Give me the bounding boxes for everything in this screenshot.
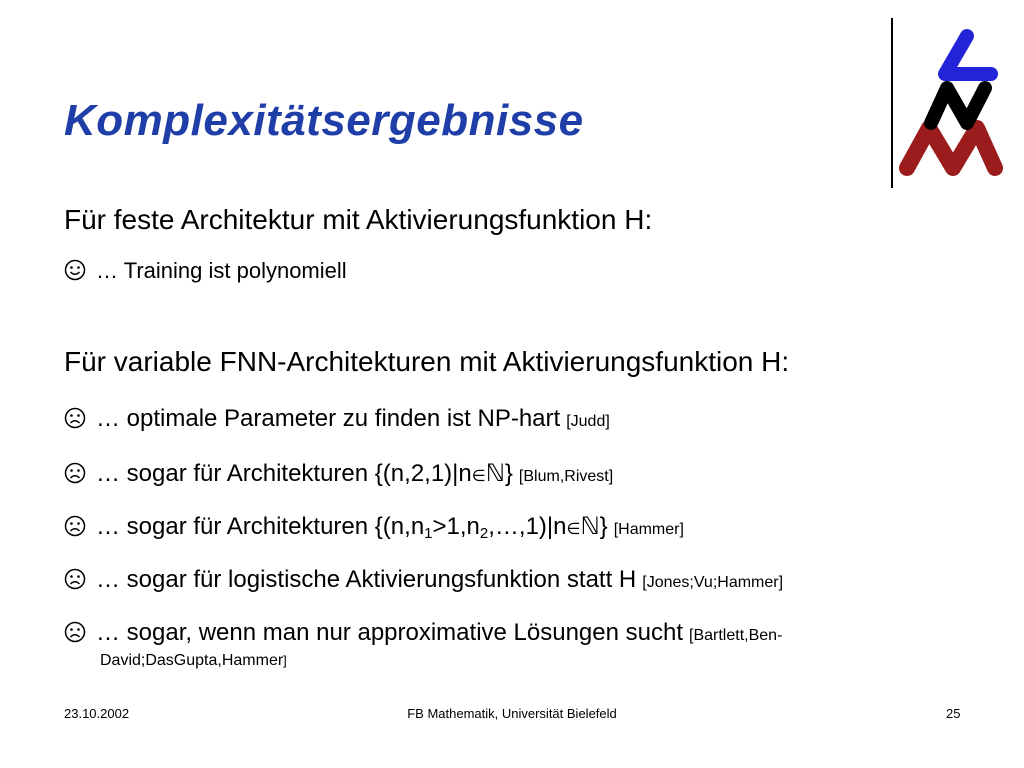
page-number: 25 [946,706,961,721]
list-item-blum-rivest [64,459,613,488]
footer-center-text: FB Mathematik, Universität Bielefeld [407,706,617,721]
smiley-icon [64,259,86,281]
footer-date: 23.10.2002 [64,706,130,721]
list-item-polynomial [64,256,347,284]
frowny-icon [64,462,86,484]
reference-citation: [Judd] [566,413,610,430]
reference-citation: [Blum,Rivest] [518,468,614,485]
variable-architecture-heading: Für variable FNN-Architekturen mit Aktivierungsfunktion H: [64,346,790,377]
list-item-text: … sogar für logistische Aktivierungsfunktion statt H [96,566,637,593]
reference-citation-continued: David;DasGupta,Hammer] [100,652,287,669]
slide-title: Komplexitätsergebnisse [64,96,584,145]
frowny-icon [64,621,86,643]
list-item-text: … sogar für Architekturen $\{(n,n_1>1,n_2,\dots,1)|n\in ℕ\}$ [96,513,608,542]
university-logo [895,28,1005,178]
list-item-logistic [64,565,783,594]
list-item-np-hard [64,404,610,433]
list-item-text: … sogar für Architekturen {(n,2,1)|n∈ℕ} [96,460,513,487]
fixed-architecture-heading: Für feste Architektur mit Aktivierungsfunktion H: [64,204,653,235]
reference-citation: [Jones;Vu;Hammer] [642,574,784,591]
list-item-hammer [64,512,684,542]
reference-citation: [Bartlett,Ben- [689,627,783,644]
list-item-text: … sogar, wenn man nur approximative Lösungen sucht [96,619,684,646]
frowny-icon [64,568,86,590]
list-item-approximative [64,618,782,647]
reference-citation: [Hammer] [613,521,684,538]
frowny-icon [64,407,86,429]
list-item-text: … optimale Parameter zu finden ist NP-hart [96,405,561,432]
divider-line [891,18,893,188]
list-item-text: … Training ist polynomiell [96,258,347,283]
frowny-icon [64,515,86,537]
